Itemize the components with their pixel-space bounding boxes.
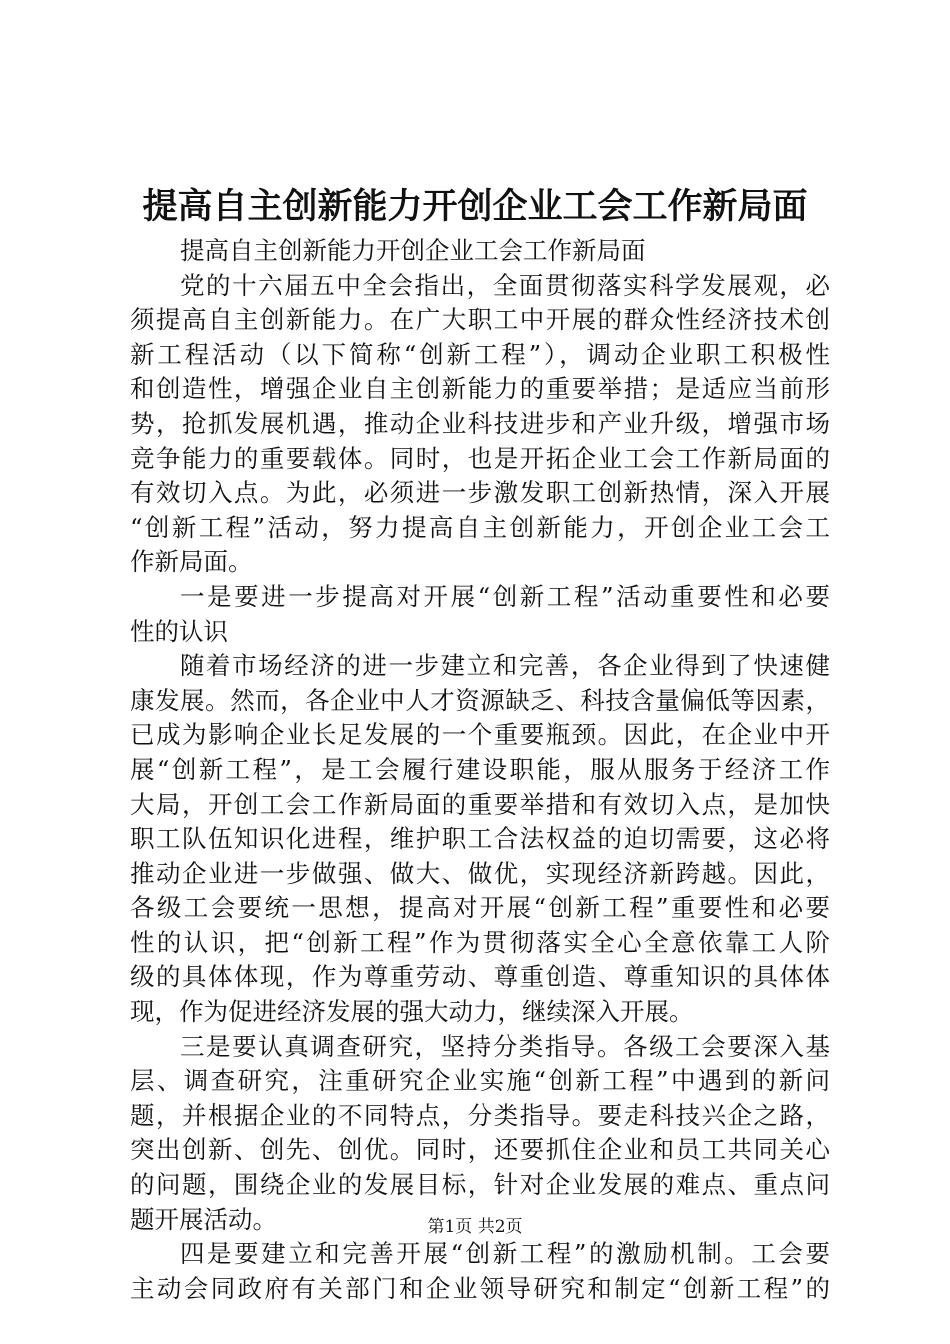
text-line: 党的十六届五中全会指出，全面贯彻落实科学发展观，必 bbox=[180, 270, 830, 300]
text-line: 随着市场经济的进一步建立和完善，各企业得到了快速健 bbox=[180, 651, 830, 681]
text-line: 性的认识 bbox=[130, 616, 228, 646]
text-line: 性的认识，把“创新工程”作为贯彻落实全心全意依靠工人阶 bbox=[130, 927, 830, 957]
text-line: 现，作为促进经济发展的强大动力，继续深入开展。 bbox=[130, 997, 694, 1027]
text-line: 题开展活动。 bbox=[130, 1204, 277, 1234]
text-line: 职工队伍知识化进程，维护职工合法权益的迫切需要，这必将 bbox=[130, 824, 830, 854]
text-line: 突出创新、创先、创优。同时，还要抓住企业和员工共同关心 bbox=[130, 1135, 830, 1165]
text-line: 题，并根据企业的不同特点，分类指导。要走科技兴企之路， bbox=[130, 1100, 830, 1130]
text-line: 四是要建立和完善开展“创新工程”的激励机制。工会要 bbox=[180, 1239, 830, 1269]
text-line: 层、调查研究，注重研究企业实施“创新工程”中遇到的新问 bbox=[130, 1066, 830, 1096]
text-line: 推动企业进一步做强、做大、做优，实现经济新跨越。因此， bbox=[130, 858, 830, 888]
text-line: 新工程活动（以下简称“创新工程”），调动企业职工积极性 bbox=[130, 339, 830, 369]
text-line: 已成为影响企业长足发展的一个重要瓶颈。因此，在企业中开 bbox=[130, 720, 830, 750]
text-line: 大局，开创工会工作新局面的重要举措和有效切入点，是加快 bbox=[130, 789, 830, 819]
text-line: 有效切入点。为此，必须进一步激发职工创新热情，深入开展 bbox=[130, 478, 830, 508]
text-line: 主动会同政府有关部门和企业领导研究和制定“创新工程”的 bbox=[130, 1273, 830, 1303]
text-line: 级的具体体现，作为尊重劳动、尊重创造、尊重知识的具体体 bbox=[130, 962, 830, 992]
text-line: 展“创新工程”，是工会履行建设职能，服从服务于经济工作 bbox=[130, 754, 830, 784]
text-line: “创新工程”活动，努力提高自主创新能力，开创企业工会工 bbox=[130, 512, 830, 542]
page-footer: 第1页 共2页 bbox=[427, 1217, 523, 1237]
document-title: 提高自主创新能力开创企业工会工作新局面 bbox=[142, 186, 808, 227]
text-line: 竞争能力的重要载体。同时，也是开拓企业工会工作新局面的 bbox=[130, 443, 830, 473]
text-line: 的问题，围绕企业的发展目标，针对企业发展的难点、重点问 bbox=[130, 1170, 830, 1200]
text-line: 一是要进一步提高对开展“创新工程”活动重要性和必要 bbox=[180, 581, 830, 611]
text-line: 各级工会要统一思想，提高对开展“创新工程”重要性和必要 bbox=[130, 893, 830, 923]
text-line: 三是要认真调查研究，坚持分类指导。各级工会要深入基 bbox=[180, 1031, 830, 1061]
text-line: 康发展。然而，各企业中人才资源缺乏、科技含量偏低等因素， bbox=[130, 685, 830, 715]
document-body bbox=[130, 234, 830, 1306]
text-line: 作新局面。 bbox=[130, 547, 253, 577]
text-line: 提高自主创新能力开创企业工会工作新局面 bbox=[180, 236, 646, 265]
text-line: 须提高自主创新能力。在广大职工中开展的群众性经济技术创 bbox=[130, 305, 830, 335]
text-line: 势，抢抓发展机遇，推动企业科技进步和产业升级，增强市场 bbox=[130, 408, 830, 438]
text-line: 和创造性，增强企业自主创新能力的重要举措；是适应当前形 bbox=[130, 374, 830, 404]
